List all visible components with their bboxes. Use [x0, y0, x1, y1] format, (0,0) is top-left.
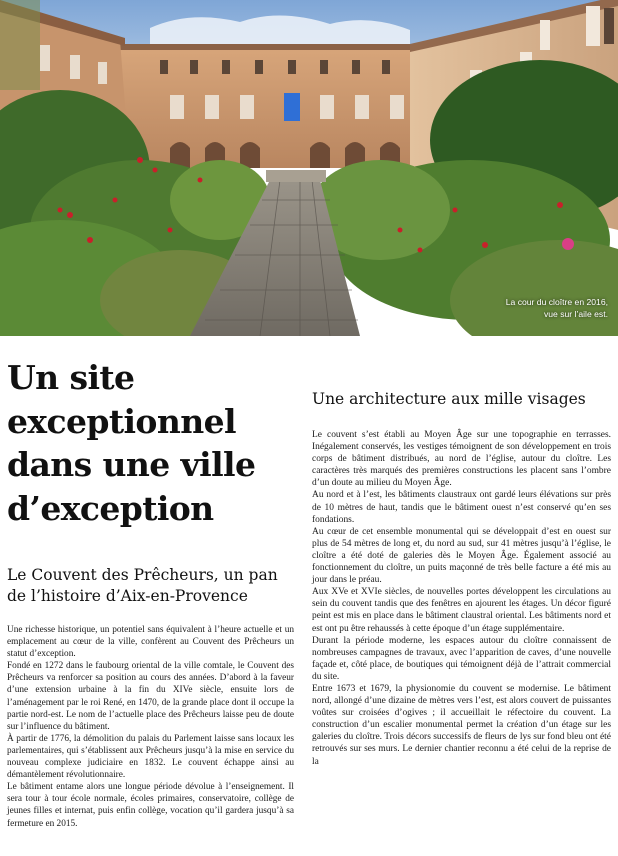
right-body-text [312, 429, 611, 768]
cloister-photo [0, 0, 618, 336]
paragraph: Le couvent s’est établi au Moyen Âge sur une topographie en terrasses. Inégalement conservés, les vestiges témoignent de son développement en trois corps de bâtiment distribués, au nord de l’église, autour du cloître. Les caractères très marqués des premières constructions les placent sans l’ombre d’un doute au milieu du Moyen Âge. [312, 430, 611, 489]
right-column [312, 389, 611, 768]
paragraph: Le bâtiment entame alors une longue période dévolue à l’enseignement. Il sera tour à tour école normale, écoles primaires, conservatoire, collège de jeunes filles et internat, puis enfin collège, vocation qu’il gardera jusqu’à sa fermeture en 2015. [7, 782, 294, 829]
paragraph: Une richesse historique, un potentiel sans équivalent à l’heure actuelle et un emplacement au cœur de la ville, confèrent au Couvent des Prêcheurs un statut d’exception. [7, 625, 294, 660]
article-subtitle: Le Couvent des Prêcheurs, un pan de l’histoire d’Aix-en-Provence [7, 566, 278, 605]
paragraph: Durant la période moderne, les espaces autour du cloître connaissent de nombreuses campagnes de travaux, avec l’apparition de caves, d’une nouvelle façade et, côté place, de boutiques qui témoignent déjà de l’attrait commercial du site. [312, 635, 611, 682]
left-column [7, 356, 294, 830]
cloister-courtyard-illustration [0, 0, 618, 336]
article-title: Un site exceptionnel dans une ville d’exception [7, 358, 256, 528]
paragraph: Au nord et à l’est, les bâtiments claustraux ont gardé leurs élévations sur près de 10 mètres de haut, tandis que le bâtiment ouest n’est conservé qu’en ses fondations. [312, 490, 611, 525]
section-title: Une architecture aux mille visages [312, 390, 586, 408]
photo-caption-line-2: vue sur l’aile est. [543, 309, 608, 319]
paragraph: Au cœur de cet ensemble monumental qui se développait d’est en ouest sur plus de 54 mètres de long et, du nord au sud, sur 41 mètres jusqu’à l’église, le cloître a été doté de galeries dès le Moyen Âge. Également associé au fonctionnement du cloître, un puits maçonné de très belle facture a été mis au jour dans le préau. [312, 526, 611, 586]
paragraph: À partir de 1776, la démolition du palais du Parlement laisse sans locaux les parlementaires, qui s’établissent aux Prêcheurs jusqu’à la mise en service du nouveau complexe judiciaire en 1832. Le couvent échappe ainsi au démantèlement révolutionnaire. [7, 733, 294, 781]
paragraph: Aux XVe et XVIe siècles, de nouvelles portes développent les circulations au sein du couvent tandis que des fenêtres en ajourent les étages. Un décor figuré peint est mis en place dans le bâtiment claustral oriental. Les bâtiments nord et est ont pu être rehaussés à cette époque d’un étage supplémentaire. [312, 587, 611, 634]
left-body-text [7, 624, 294, 830]
photo-caption-line-1: La cour du cloître en 2016, [505, 297, 608, 307]
photo-caption [418, 296, 608, 320]
paragraph: Entre 1673 et 1679, la physionomie du couvent se modernise. Le bâtiment nord, allongé d’une dizaine de mètres vers l’est, est alors couvert de puissantes voûtes sur croisées d’ogives ; il accueillait le réfectoire du couvent. La construction d’un escalier monumental permet la création d’un étage sur les galeries du cloître. Trois décors successifs de fleurs de lys sur fond bleu ont été retrouvés sur ses murs. Le dernier chantier reconnu a été celui de la reprise de la [312, 683, 611, 767]
paragraph: Fondé en 1272 dans le faubourg oriental de la ville comtale, le Couvent des Prêcheurs va renforcer sa position au cours des années. D’abord à la faveur d’une extension urbaine à la fin du XIVe siècle, ensuite lors de l’aménagement par le roi René, en 1470, de la grande place dont il occupe la partie nord-est. Le nom de l’actuelle place des Prêcheurs laisse peu de doute sur l’influence du bâtiment. [7, 661, 294, 732]
north-wing-building [120, 44, 430, 168]
